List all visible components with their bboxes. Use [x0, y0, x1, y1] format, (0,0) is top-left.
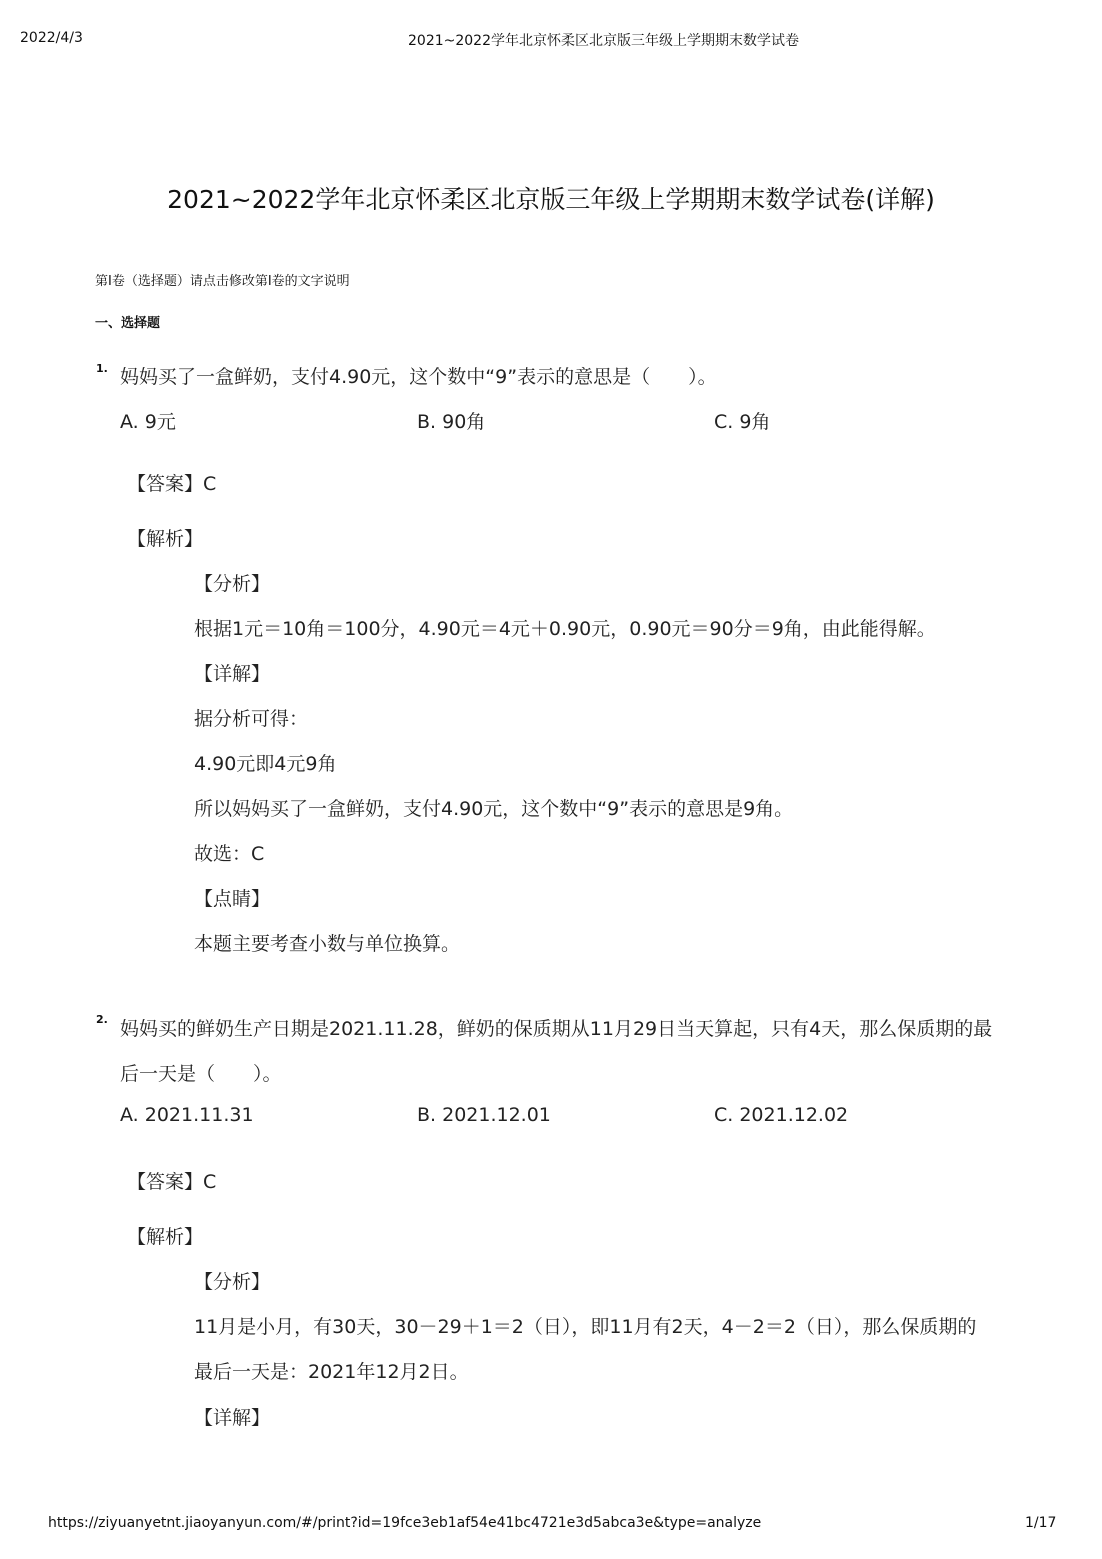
analysis-label: 【解析】 [127, 528, 204, 550]
fenxi-line1: 11月是小月，有30天，30－29＋1＝2（日），即11月有2天，4－2＝2（日），那么保质期的 [194, 1316, 977, 1338]
fenxi-line2: 最后一天是：2021年12月2日。 [194, 1361, 469, 1383]
answer: 【答案】C [127, 473, 217, 495]
question-number: 2. [96, 1013, 108, 1026]
option-b: B. 2021.12.01 [417, 1104, 551, 1126]
option-a: A. 2021.11.31 [120, 1104, 254, 1126]
option-a: A. 9元 [120, 411, 176, 433]
xiangjie-label: 【详解】 [194, 663, 271, 685]
answer: 【答案】C [127, 1171, 217, 1193]
xiangjie-line: 4.90元即4元9角 [194, 753, 337, 775]
dianjing-text: 本题主要考查小数与单位换算。 [194, 933, 461, 955]
document-title: 2021~2022学年北京怀柔区北京版三年级上学期期末数学试卷(详解) [167, 185, 935, 214]
dianjing-label: 【点睛】 [194, 888, 271, 910]
option-b: B. 90角 [417, 411, 486, 433]
xiangjie-line: 据分析可得： [194, 708, 309, 730]
section-note: 第Ⅰ卷（选择题）请点击修改第Ⅰ卷的文字说明 [95, 274, 350, 289]
question-number: 1. [96, 362, 108, 375]
question-stem: 妈妈买了一盒鲜奶，支付4.90元，这个数中“9”表示的意思是（ ）。 [120, 366, 717, 388]
print-date: 2022/4/3 [20, 30, 83, 46]
print-header-title: 2021~2022学年北京怀柔区北京版三年级上学期期末数学试卷 [408, 33, 799, 49]
xiangjie-label: 【详解】 [194, 1407, 271, 1429]
xiangjie-line: 故选：C [194, 843, 265, 865]
analysis-label: 【解析】 [127, 1226, 204, 1248]
question-stem-line1: 妈妈买的鲜奶生产日期是2021.11.28，鲜奶的保质期从11月29日当天算起，只有4天，那么保质期的最 [120, 1018, 993, 1040]
page-number: 1/17 [1025, 1515, 1057, 1531]
fenxi-text: 根据1元＝10角＝100分，4.90元＝4元＋0.90元，0.90元＝90分＝9角，由此能得解。 [194, 618, 936, 640]
xiangjie-line: 所以妈妈买了一盒鲜奶，支付4.90元，这个数中“9”表示的意思是9角。 [194, 798, 794, 820]
footer-url: https://ziyuanyetnt.jiaoyanyun.com/#/print?id=19fce3eb1af54e41bc4721e3d5abca3e&type=analyze [48, 1515, 762, 1531]
question-stem-line2: 后一天是（ ）。 [120, 1063, 282, 1085]
fenxi-label: 【分析】 [194, 573, 271, 595]
option-c: C. 9角 [714, 411, 771, 433]
section-heading: 一、选择题 [95, 316, 161, 331]
fenxi-label: 【分析】 [194, 1271, 271, 1293]
option-c: C. 2021.12.02 [714, 1104, 849, 1126]
